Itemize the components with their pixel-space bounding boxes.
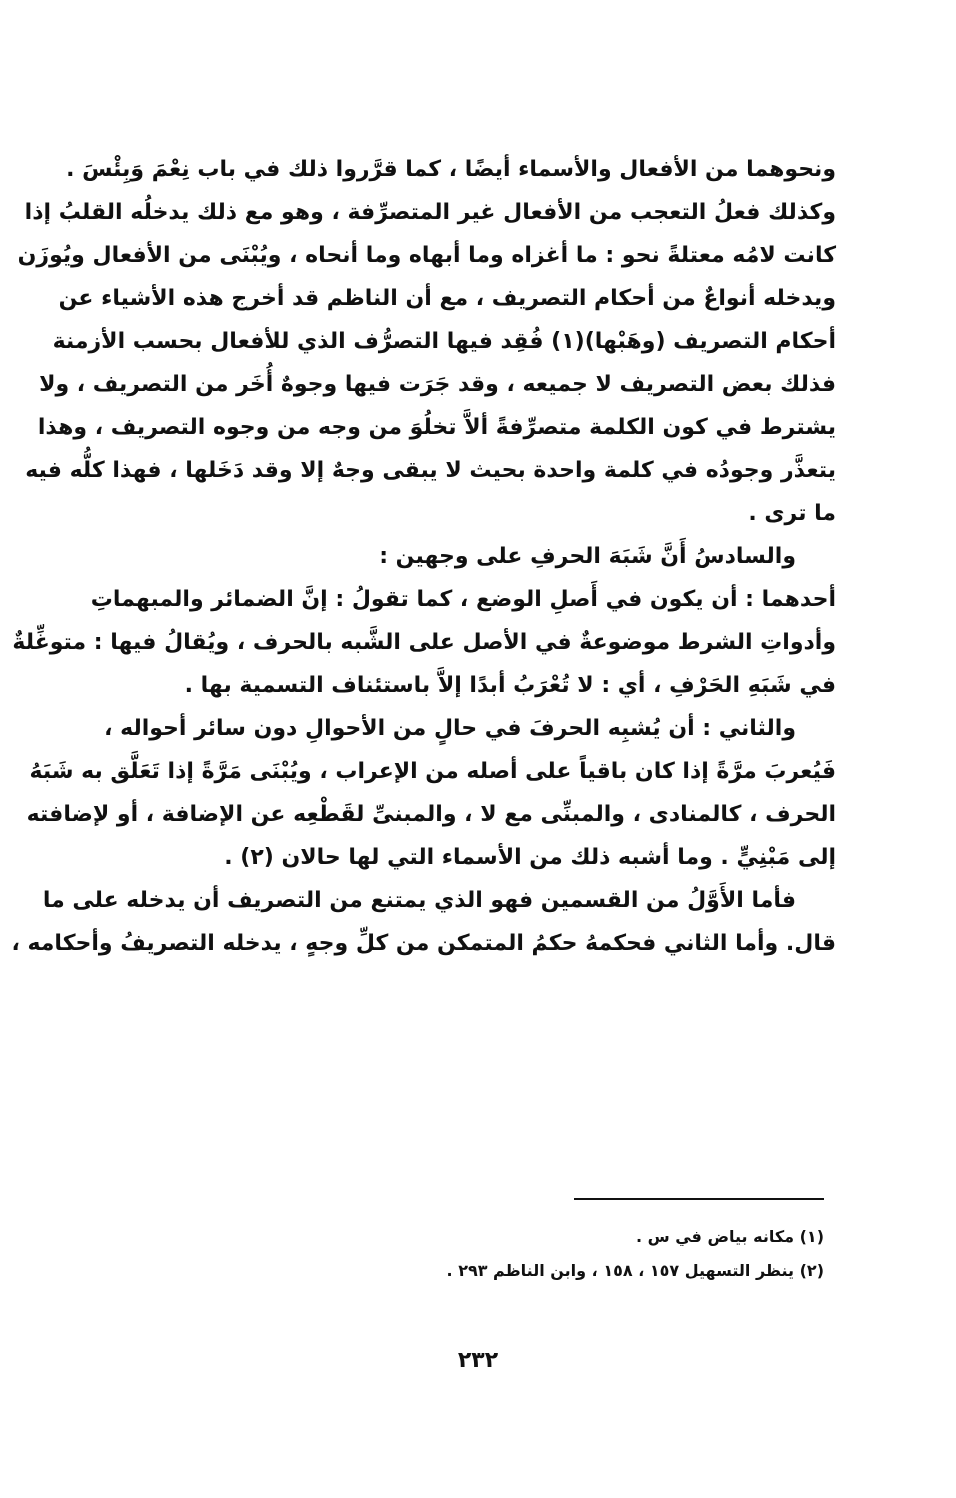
footnote: (٢) ينظر التسهيل ١٥٧ ، ١٥٨ ، وابن الناظم ٢٩٣ .	[446, 1261, 824, 1280]
footnote-divider	[574, 1198, 824, 1200]
text-line: ما ترى .	[748, 501, 836, 526]
footnotes	[224, 1220, 824, 1288]
text-line: وكذلك فعلُ التعجب من الأفعال غير المتصرِّفة ، وهو مع ذلك يدخلُه القلبُ إذا	[24, 200, 836, 225]
text-line: إلى مَبْنِيٍّ . وما أشبه ذلك من الأسماء التي لها حالان (٢) .	[224, 845, 836, 870]
text-line: في شَبَهِ الحَرْفِ ، أي : لا تُعْرَبُ أبدًا إلاَّ باستئناف التسمية بها .	[184, 673, 836, 698]
page-number: ٢٣٢	[457, 1348, 499, 1373]
text-line: وأدواتِ الشرط موضوعةٌ في الأصل على الشَّبه بالحرف ، ويُقالُ فيها : متوغِّلةٌ	[12, 630, 836, 655]
text-line: ونحوهما من الأفعال والأسماء أيضًا ، كما قرَّروا ذلك في باب نِعْمَ وَبِئْسَ .	[66, 157, 836, 182]
text-line: أحدهما : أن يكون في أَصلِ الوضع ، كما تقولُ : إنَّ الضمائر والمبهماتِ	[90, 587, 836, 612]
text-line: والثاني : أن يُشبِه الحرفَ في حالٍ من الأحوالِ دون سائر أحواله ،	[104, 716, 796, 741]
footnote: (١) مكانه بياض في س .	[635, 1227, 824, 1246]
text-line: والسادسُ أَنَّ شَبَهَ الحرفِ على وجهين :	[379, 544, 796, 569]
text-line: أحكام التصريف (وهَبْها)(١) فُقِد فيها التصرُّف الذي للأفعال بحسب الأزمنة	[52, 329, 836, 354]
text-line: فذلك بعض التصريف لا جميعه ، وقد جَرَت فيها وجوهٌ أُخَر من التصريف ، ولا	[39, 372, 836, 397]
text-line: يتعذَّر وجودُه في كلمة واحدة بحيث لا يبقى وجهٌ إلا وقد دَخَلها ، فهذا كلُّه فيه	[25, 458, 836, 483]
text-line: الحرف ، كالمنادى ، والمبنِّى مع لا ، والمبنىِّ لقَطْعِه عن الإضافة ، أو لإضافته	[26, 802, 836, 827]
text-line: فأما الأَوَّلُ من القسمين فهو الذي يمتنع من التصريف أن يدخله على ما	[42, 888, 796, 913]
text-line: يشترط في كون الكلمة متصرِّفةً ألاَّ تخلُوَ من وجه من وجوه التصريف ، وهذا	[37, 415, 836, 440]
text-line: قال. وأما الثاني فحكمهُ حكمُ المتمكن من كلِّ وجهٍ ، يدخله التصريفُ وأحكامه ،	[11, 931, 836, 956]
main-text	[11, 148, 836, 965]
text-line: فَيُعربَ مرَّةً إذا كان باقياً على أصله من الإعراب ، ويُبْنَى مَرَّةً إذا تَعَلَّق به شَبَهُ	[29, 759, 836, 784]
text-line: ويدخله أنواعٌ من أحكام التصريف ، مع أن الناظم قد أخرج هذه الأشياء عن	[58, 286, 836, 311]
text-line: كانت لامُه معتلةً نحو : ما أغزاه وما أبهاه وما أنحاه ، ويُبْنَى من الأفعال ويُوزَن	[17, 243, 836, 268]
